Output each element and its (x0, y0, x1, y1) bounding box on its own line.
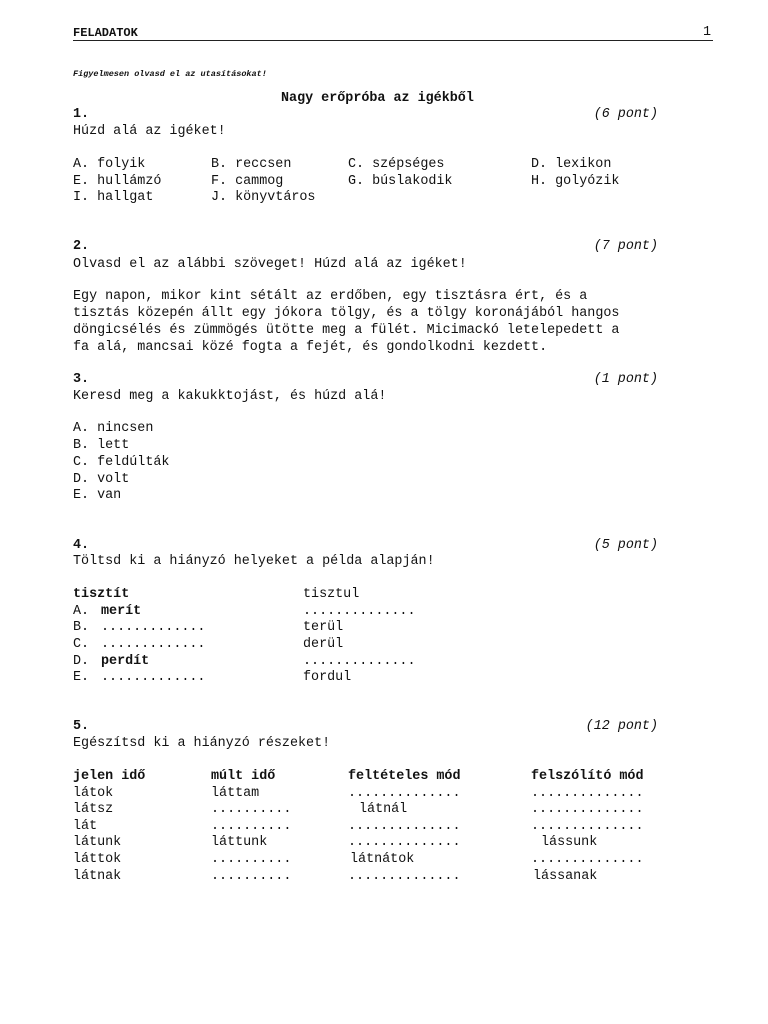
task-5-cell: láttam (211, 786, 260, 801)
task-5-number: 5. (73, 719, 90, 734)
task-5-cell: .............. (531, 802, 644, 817)
task-3-instruction: Keresd meg a kakukktojást, és húzd alá! (73, 389, 387, 404)
task-5-cell: .............. (531, 819, 644, 834)
task-5-cell: látok (73, 786, 114, 801)
task-2-text-line: fa alá, mancsai közé fogta a fejét, és gondolkodni kezdett. (73, 340, 548, 355)
task-5-cell: lássanak (533, 869, 598, 884)
task-5-cell: .......... (211, 869, 292, 884)
task-1-option: I. hallgat (73, 190, 154, 205)
task-4-row-letter: A. (73, 604, 90, 619)
task-5-cell: .......... (211, 819, 292, 834)
task-4-row-right: fordul (303, 670, 352, 685)
main-title: Nagy erőpróba az igékből (281, 91, 474, 106)
instruction-note: Figyelmesen olvasd el az utasításokat! (73, 69, 267, 79)
task-4-row-letter: D. (73, 654, 90, 669)
task-5-cell: látnak (73, 869, 122, 884)
task-4-number: 4. (73, 538, 90, 553)
task-1-option: G. búslakodik (348, 174, 453, 189)
task-3-option: A. nincsen (73, 421, 154, 436)
task-4-row-left: ............. (101, 620, 206, 635)
task-1-instruction: Húzd alá az igéket! (73, 124, 226, 139)
task-4-row-left: ............. (101, 637, 206, 652)
task-2-points: (7 pont) (593, 239, 658, 254)
task-5-instruction: Egészítsd ki a hiányzó részeket! (73, 736, 331, 751)
task-5-cell: láttunk (211, 835, 268, 850)
task-1-option: J. könyvtáros (211, 190, 316, 205)
header-title: FELADATOK (73, 26, 138, 40)
task-4-instruction: Töltsd ki a hiányzó helyeket a példa alapján! (73, 554, 435, 569)
task-2-text-line: Egy napon, mikor kint sétált az erdőben, egy tisztásra ért, és a (73, 289, 588, 304)
task-3-option: C. feldúlták (73, 455, 170, 470)
task-1-option: A. folyik (73, 157, 146, 172)
task-4-row-left: merít (101, 604, 142, 619)
task-4-row-letter: B. (73, 620, 90, 635)
task-4-row-right: derül (303, 637, 344, 652)
task-5-cell: látunk (73, 835, 122, 850)
task-2-number: 2. (73, 239, 90, 254)
task-1-option: E. hullámzó (73, 174, 162, 189)
task-5-cell: lássunk (541, 835, 598, 850)
task-1-option: F. cammog (211, 174, 284, 189)
task-5-cell: .............. (348, 869, 461, 884)
task-5-cell: .......... (211, 802, 292, 817)
task-5-header: felszólító mód (531, 769, 644, 784)
task-1-points: (6 pont) (593, 107, 658, 122)
task-4-row-letter: E. (73, 670, 90, 685)
task-3-number: 3. (73, 372, 90, 387)
task-4-row-right: .............. (303, 604, 416, 619)
task-5-header: jelen idő (73, 769, 146, 784)
task-1-option: C. szépséges (348, 157, 445, 172)
task-5-cell: látnátok (350, 852, 415, 867)
task-4-row-right: terül (303, 620, 344, 635)
task-4-example-left: tisztít (73, 587, 130, 602)
task-5-cell: .............. (531, 852, 644, 867)
task-5-cell: .............. (348, 786, 461, 801)
task-3-option: D. volt (73, 472, 130, 487)
task-1-option: D. lexikon (531, 157, 612, 172)
task-2-text-line: döngicsélés és zümmögés ütötte meg a fülét. Micimackó letelepedett a (73, 323, 620, 338)
task-5-header: múlt idő (211, 769, 276, 784)
task-4-points: (5 pont) (593, 538, 658, 553)
task-1-option: B. reccsen (211, 157, 292, 172)
task-5-cell: látsz (73, 802, 114, 817)
task-1-number: 1. (73, 107, 90, 122)
page-number: 1 (703, 25, 712, 40)
task-2-instruction: Olvasd el az alábbi szöveget! Húzd alá az igéket! (73, 257, 467, 272)
task-4-row-letter: C. (73, 637, 90, 652)
task-5-points: (12 pont) (585, 719, 658, 734)
header-rule (73, 40, 713, 41)
task-4-row-left: ............. (101, 670, 206, 685)
task-5-cell: láttok (73, 852, 122, 867)
task-4-example-right: tisztul (303, 587, 360, 602)
task-3-option: E. van (73, 488, 122, 503)
task-3-option: B. lett (73, 438, 130, 453)
task-5-header: feltételes mód (348, 769, 461, 784)
task-5-cell: .......... (211, 852, 292, 867)
task-5-cell: látnál (359, 802, 408, 817)
task-1-option: H. golyózik (531, 174, 620, 189)
task-4-row-left: perdít (101, 654, 150, 669)
task-2-text-line: tisztás közepén állt egy jókora tölgy, és a tölgy koronájából hangos (73, 306, 620, 321)
task-5-cell: .............. (531, 786, 644, 801)
task-5-cell: lát (73, 819, 98, 834)
task-5-cell: .............. (348, 819, 461, 834)
task-4-row-right: .............. (303, 654, 416, 669)
task-3-points: (1 pont) (593, 372, 658, 387)
task-5-cell: .............. (348, 835, 461, 850)
